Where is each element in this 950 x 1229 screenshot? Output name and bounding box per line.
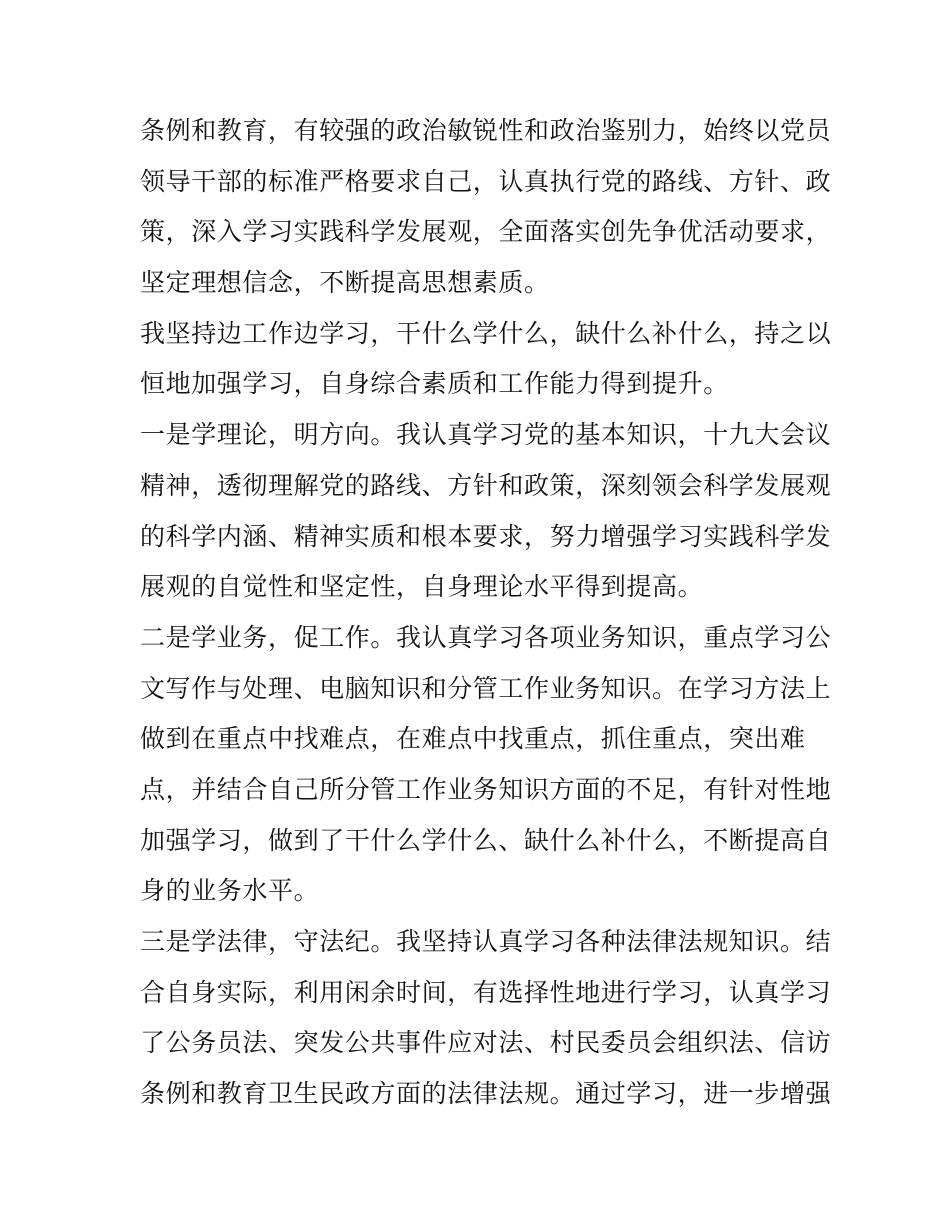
document-body (140, 106, 832, 1120)
text-line: 合自身实际，利用闲余时间，有选择性地进行学习，认真学习 (140, 977, 832, 1007)
text-line: 恒地加强学习，自身综合素质和工作能力得到提升。 (140, 369, 729, 399)
text-line: 点，并结合自己所分管工作业务知识方面的不足，有针对性地 (140, 774, 832, 804)
text-line: 领导干部的标准严格要求自己，认真执行党的路线、方针、政 (140, 166, 832, 196)
text-line: 精神，透彻理解党的路线、方针和政策，深刻领会科学发展观 (140, 470, 832, 500)
text-line: 三是学法律，守法纪。我坚持认真学习各种法律法规知识。结 (140, 927, 832, 956)
text-line: 策，深入学习实践科学发展观，全面落实创先争优活动要求， (140, 217, 832, 247)
text-line: 了公务员法、突发公共事件应对法、村民委员会组织法、信访 (140, 1028, 832, 1058)
text-line: 一是学理论，明方向。我认真学习党的基本知识，十九大会议 (140, 420, 832, 450)
text-line: 加强学习，做到了干什么学什么、缺什么补什么，不断提高自 (140, 825, 832, 855)
text-line: 坚定理想信念，不断提高思想素质。 (140, 268, 550, 298)
text-line: 文写作与处理、电脑知识和分管工作业务知识。在学习方法上 (140, 673, 832, 703)
text-line: 的科学内涵、精神实质和根本要求，努力增强学习实践科学发 (140, 521, 832, 551)
text-line: 二是学业务，促工作。我认真学习各项业务知识，重点学习公 (140, 622, 832, 652)
text-line: 展观的自觉性和坚定性，自身理论水平得到提高。 (140, 572, 704, 602)
text-line: 条例和教育，有较强的政治敏锐性和政治鉴别力，始终以党员 (140, 116, 832, 145)
text-line: 做到在重点中找难点，在难点中找重点，抓住重点，突出难 (140, 724, 806, 754)
text-line: 条例和教育卫生民政方面的法律法规。通过学习，进一步增强 (140, 1079, 832, 1109)
text-line: 我坚持边工作边学习，干什么学什么，缺什么补什么，持之以 (140, 318, 832, 348)
text-line: 身的业务水平。 (140, 876, 320, 906)
